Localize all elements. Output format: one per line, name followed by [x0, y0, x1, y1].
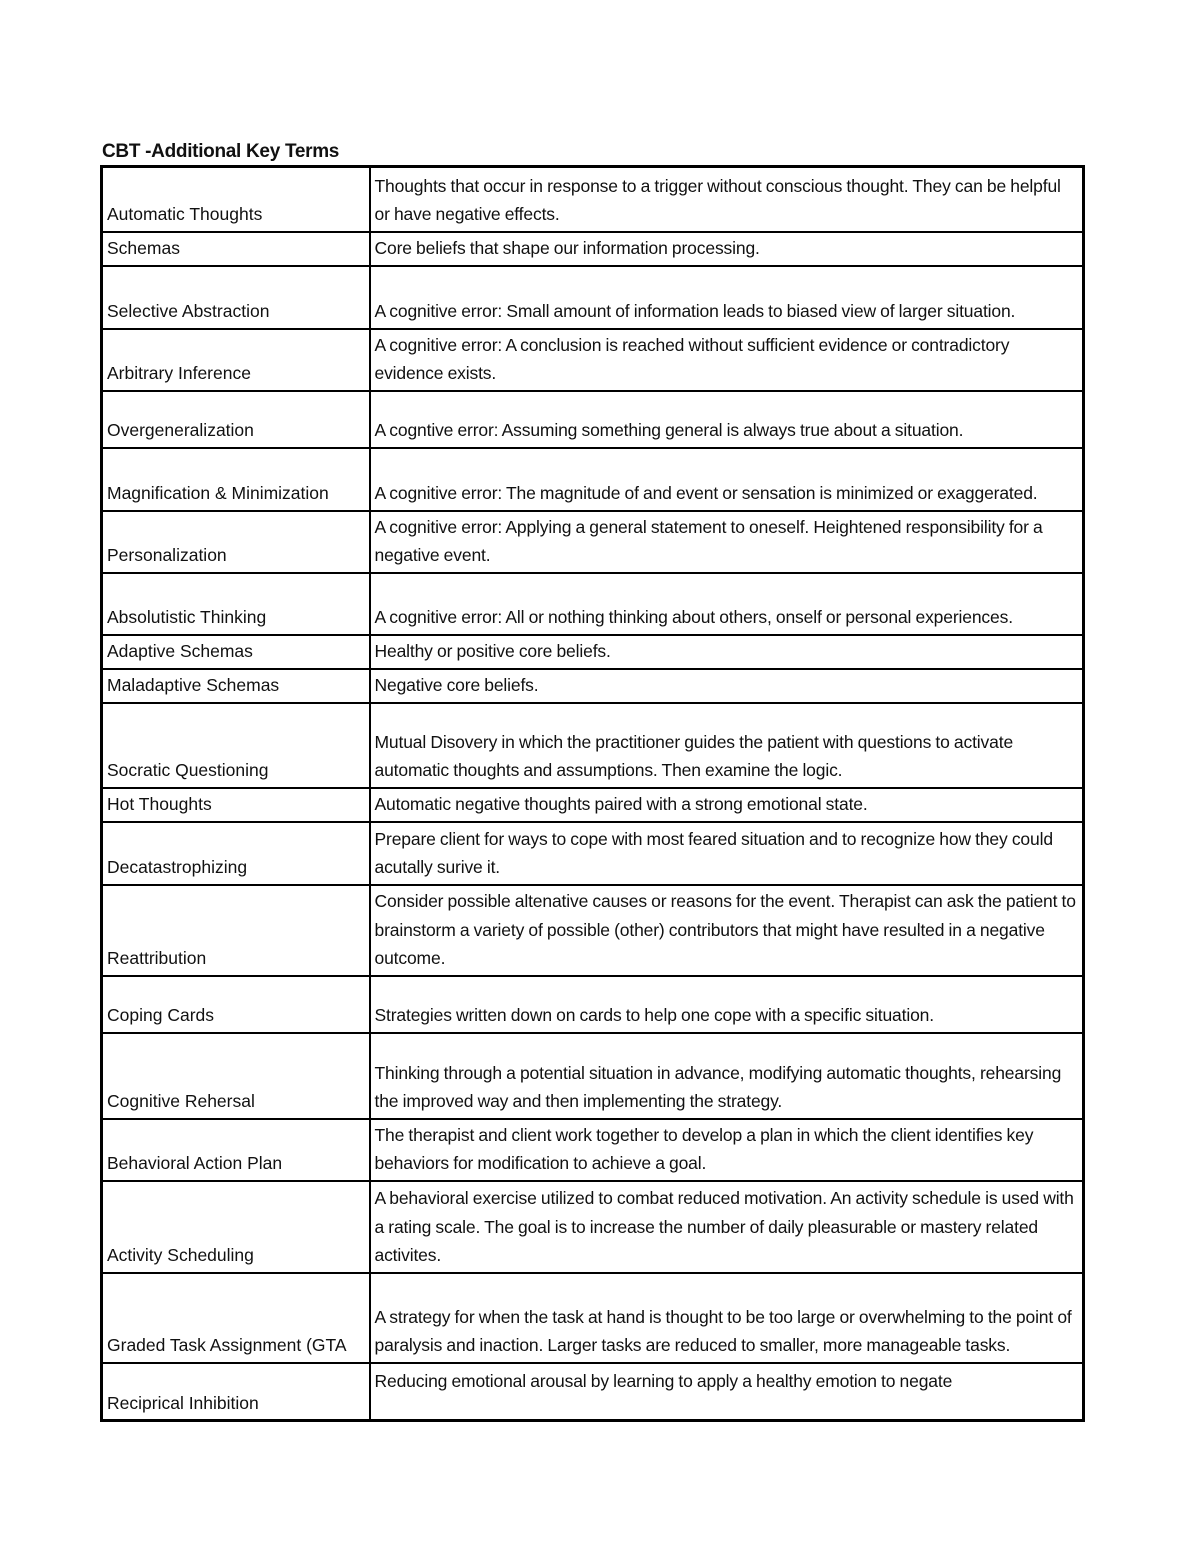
term-cell: Graded Task Assignment (GTA — [102, 1273, 370, 1363]
term-cell: Arbitrary Inference — [102, 329, 370, 391]
table-row — [102, 788, 1084, 822]
definition-cell: Prepare client for ways to cope with most feared situation and to recognize how they could acutally surive it. — [370, 822, 1084, 885]
table-row — [102, 635, 1084, 669]
term-cell: Behavioral Action Plan — [102, 1119, 370, 1181]
table-row — [102, 1363, 1084, 1421]
definition-cell: A cognitive error: The magnitude of and event or sensation is minimized or exaggerated. — [370, 448, 1084, 511]
term-cell: Reciprical Inhibition — [102, 1363, 370, 1421]
term-cell: Adaptive Schemas — [102, 635, 370, 669]
term-cell: Cognitive Rehersal — [102, 1033, 370, 1119]
term-cell: Selective Abstraction — [102, 266, 370, 329]
definition-cell: Thoughts that occur in response to a trigger without conscious thought. They can be helpful or have negative effects. — [370, 167, 1084, 232]
term-cell: Automatic Thoughts — [102, 167, 370, 232]
term-cell: Coping Cards — [102, 976, 370, 1033]
key-terms-table — [100, 165, 1085, 1422]
table-row — [102, 266, 1084, 329]
definition-cell: Core beliefs that shape our information processing. — [370, 232, 1084, 266]
term-cell: Hot Thoughts — [102, 788, 370, 822]
definition-cell: A strategy for when the task at hand is thought to be too large or overwhelming to the point of paralysis and inaction. Larger tasks are reduced to smaller, more manageable tasks. — [370, 1273, 1084, 1363]
definition-cell: Reducing emotional arousal by learning to apply a healthy emotion to negate — [370, 1363, 1084, 1421]
document-title: CBT -Additional Key Terms — [102, 141, 340, 162]
definition-cell: Thinking through a potential situation in advance, modifying automatic thoughts, rehearsing the improved way and then implementing the strategy. — [370, 1033, 1084, 1119]
table-row — [102, 573, 1084, 635]
definition-cell: Consider possible altenative causes or reasons for the event. Therapist can ask the patient to brainstorm a variety of possible (other) contributors that might have resulted in a negative outcome. — [370, 885, 1084, 976]
term-cell: Overgeneralization — [102, 391, 370, 448]
definition-cell: Strategies written down on cards to help one cope with a specific situation. — [370, 976, 1084, 1033]
term-cell: Decatastrophizing — [102, 822, 370, 885]
table-row — [102, 1119, 1084, 1181]
table-row — [102, 885, 1084, 976]
definition-cell: Negative core beliefs. — [370, 669, 1084, 703]
term-cell: Magnification & Minimization — [102, 448, 370, 511]
term-cell: Absolutistic Thinking — [102, 573, 370, 635]
term-cell: Maladaptive Schemas — [102, 669, 370, 703]
table-row — [102, 329, 1084, 391]
table-row — [102, 822, 1084, 885]
definition-cell: Automatic negative thoughts paired with a strong emotional state. — [370, 788, 1084, 822]
definition-cell: A behavioral exercise utilized to combat reduced motivation. An activity schedule is used with a rating scale. The goal is to increase the number of daily pleasurable or mastery related activites. — [370, 1181, 1084, 1273]
table-row — [102, 1273, 1084, 1363]
term-cell: Reattribution — [102, 885, 370, 976]
definition-cell: Mutual Disovery in which the practitioner guides the patient with questions to activate automatic thoughts and assumptions. Then examine the logic. — [370, 703, 1084, 788]
definition-cell: Healthy or positive core beliefs. — [370, 635, 1084, 669]
definition-cell: A cognitive error: Small amount of information leads to biased view of larger situation. — [370, 266, 1084, 329]
definition-cell: A cognitive error: Applying a general statement to oneself. Heightened responsibility for a negative event. — [370, 511, 1084, 573]
term-cell: Personalization — [102, 511, 370, 573]
definition-cell: A cognitive error: A conclusion is reached without sufficient evidence or contradictory evidence exists. — [370, 329, 1084, 391]
key-terms-body — [102, 167, 1084, 1421]
term-cell: Activity Scheduling — [102, 1181, 370, 1273]
table-row — [102, 1033, 1084, 1119]
term-cell: Socratic Questioning — [102, 703, 370, 788]
table-row — [102, 703, 1084, 788]
table-row — [102, 1181, 1084, 1273]
table-row — [102, 511, 1084, 573]
table-row — [102, 976, 1084, 1033]
table-row — [102, 448, 1084, 511]
table-row — [102, 391, 1084, 448]
definition-cell: A cognitive error: All or nothing thinking about others, onself or personal experiences. — [370, 573, 1084, 635]
table-row — [102, 232, 1084, 266]
table-row — [102, 669, 1084, 703]
term-cell: Schemas — [102, 232, 370, 266]
definition-cell: The therapist and client work together to develop a plan in which the client identifies key behaviors for modification to achieve a goal. — [370, 1119, 1084, 1181]
definition-cell: A cogntive error: Assuming something general is always true about a situation. — [370, 391, 1084, 448]
table-row — [102, 167, 1084, 232]
